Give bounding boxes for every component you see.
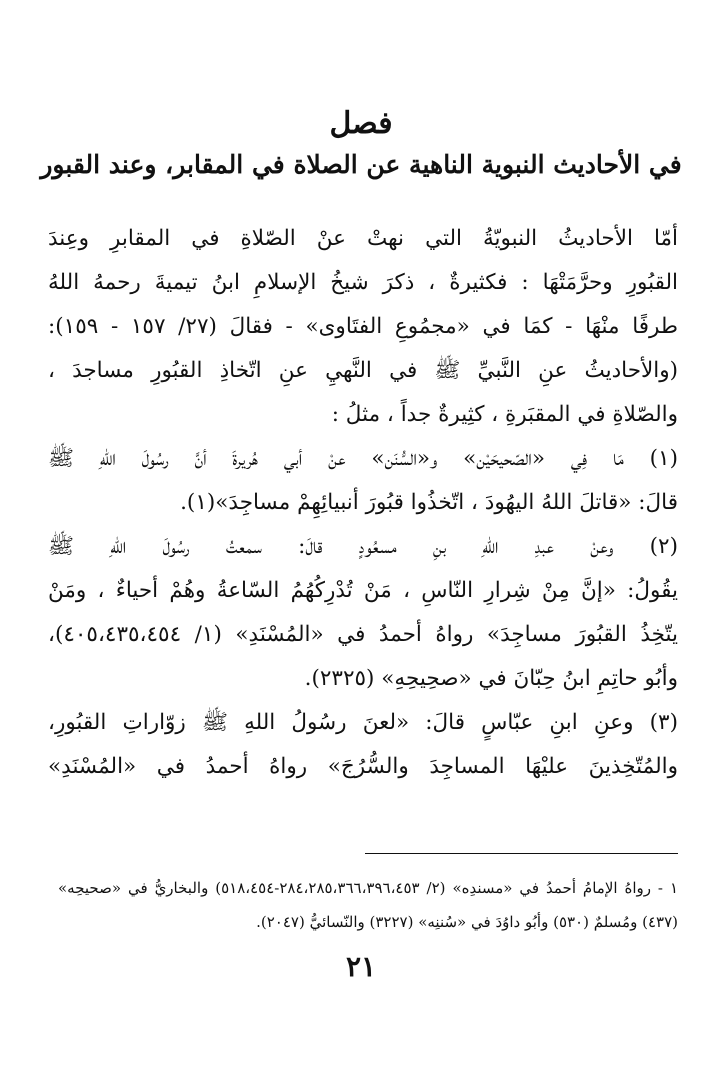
body-line: وأبُو حاتِمِ ابنُ حِبّانَ في «صحِيحِهِ» (٢٣٢٥). [304,666,678,691]
body-line: قالَ: «قاتلَ اللهُ اليهُودَ ، اتّخذُوا قبُورَ أنبيائِهِمْ مساجِدَ»(١). [180,490,678,515]
body-line: يقُولُ: «إنَّ مِنْ شِرارِ النّاسِ ، مَنْ تُدْرِكُهُمُ السّاعةُ وهُمْ أحياءٌ ، ومَنْ [48,578,678,603]
footnote-line: ١ - رواهُ الإمامُ أحمدُ في «مسندِه» (٢/ ٢٨٤،٢٨٥،٣٦٦،٣٩٦،٤٥٣-٥١٨،٤٥٤) والبخاريُّ في «صحيحِه» [58,879,678,897]
body-line: والمُتّخِذينَ عليْهَا المساجِدَ والسُّرُجَ» رواهُ أحمدُ في «المُسْنَدِ» [48,754,678,779]
body-line: (٢) وعنْ عبدِ اللهِ بنِ مسعُودٍ قالَ: سمعتُ رسُولَ اللهِ ﷺ [48,534,678,559]
body-line: (والأحاديثُ عنِ النَّبيِّ ﷺ في النَّهيِ عنِ اتّخاذِ القبُورِ مساجدَ ، [48,358,678,383]
footnote-divider [365,853,678,854]
body-line: (٣) وعنِ ابنِ عبّاسٍ قالَ: «لعنَ رسُولُ اللهِ ﷺ زوّاراتِ القبُورِ، [48,710,678,735]
body-line: طرفًا منْهَا - كمَا في «مجمُوعِ الفتَاوى» - فقالَ (٢٧/ ١٥٧ - ١٥٩): [48,314,678,339]
body-line: القبُورِ وحرَّمَتْهَا : فكثيرةٌ ، ذكرَ شيخُ الإسلامِ ابنُ تيميةَ رحمهُ اللهُ [48,270,678,295]
body-line: يتّخِذُ القبُورَ مساجِدَ» رواهُ أحمدُ في «المُسْنَدِ» (١/ ٤٠٥،٤٣٥،٤٥٤)، [48,622,678,647]
body-line: (١) مَا فِي «الصّحيحَيْن» و«السُّنَن» عنْ أبي هُريرةَ أنَّ رسُولَ اللهِ ﷺ [48,446,678,471]
footnote-line: (٤٣٧) ومُسلمٌ (٥٣٠) وأبُو داوُدَ في «سُننِه» (٣٢٢٧) والنّسائيُّ (٢٠٤٧). [256,913,678,931]
body-line: أمّا الأحاديثُ النبويّةُ التي نهتْ عنْ الصّلاةِ في المقابرِ وعِندَ [48,226,678,251]
section-subtitle: في الأحاديث النبوية الناهية عن الصلاة في المقابر، وعند القبور [40,150,682,179]
page-number: ٢١ [345,950,377,983]
body-line: والصّلاةِ في المقبَرةِ ، كثِيرةٌ جداً ، مثلُ : [331,402,678,427]
section-title: فصل [329,106,393,141]
